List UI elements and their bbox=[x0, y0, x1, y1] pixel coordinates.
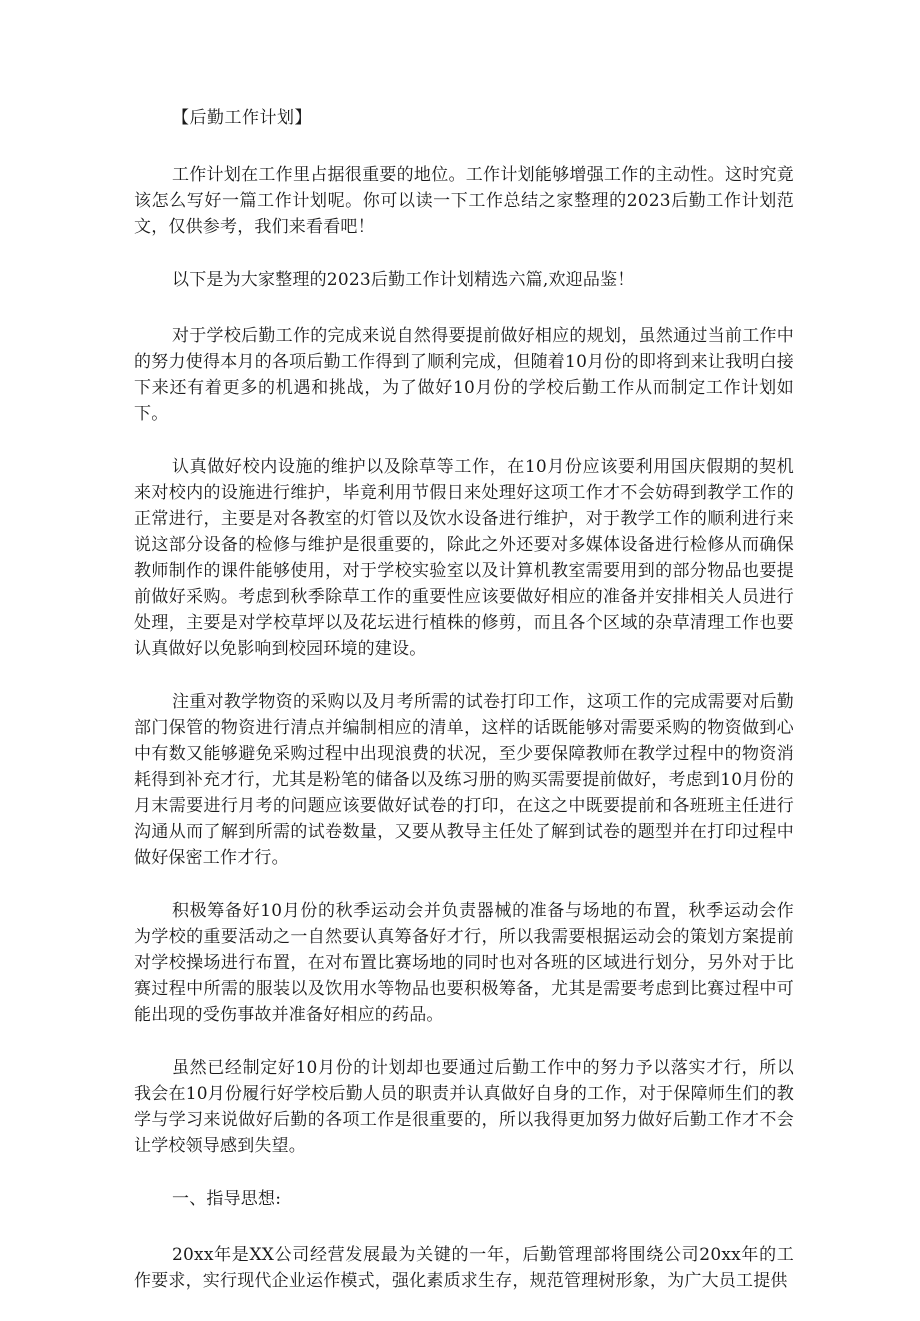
summary-paragraph: 以下是为大家整理的2023后勤工作计划精选六篇,欢迎品鉴！ bbox=[172, 270, 635, 290]
document-page bbox=[134, 104, 794, 1321]
body-paragraph: 积极筹备好10月份的秋季运动会并负责器械的准备与场地的布置，秋季运动会作为学校的重要活动之一自然要认真筹备好才行，所以我需要根据运动会的策划方案提前对学校操场进行布置，在对布置比赛场地的同时也对各班的区域进行划分，另外对于比赛过程中所需的服装以及饮用水等物品也要积极筹备，尤其是需要考虑到比赛过程中可能出现的受伤事故并准备好相应的药品。 bbox=[134, 901, 794, 1025]
body-paragraph: 认真做好校内设施的维护以及除草等工作，在10月份应该要利用国庆假期的契机来对校内的设施进行维护，毕竟利用节假日来处理好这项工作才不会妨碍到教学工作的正常进行，主要是对各教室的灯管以及饮水设备进行维护，对于教学工作的顺利进行来说这部分设备的检修与维护是很重要的，除此之外还要对多媒体设备进行检修从而确保教师制作的课件能够使用，对于学校实验室以及计算机教室需要用到的部分物品也要提前做好采购。考虑到秋季除草工作的重要性应该要做好相应的准备并安排相关人员进行处理，主要是对学校草坪以及花坛进行植株的修剪，而且各个区域的杂草清理工作也要认真做好以免影响到校园环境的建设。 bbox=[134, 457, 794, 659]
body-paragraph: 虽然已经制定好10月份的计划却也要通过后勤工作中的努力予以落实才行，所以我会在10月份履行好学校后勤人员的职责并认真做好自身的工作，对于保障师生们的教学与学习来说做好后勤的各项工作是很重要的，所以我得更加努力做好后勤工作才不会让学校领导感到失望。 bbox=[134, 1058, 794, 1156]
body-paragraph: 注重对教学物资的采购以及月考所需的试卷打印工作，这项工作的完成需要对后勤部门保管的物资进行清点并编制相应的清单，这样的话既能够对需要采购的物资做到心中有数又能够避免采购过程中出现浪费的状况，至少要保障教师在教学过程中的物资消耗得到补充才行，尤其是粉笔的储备以及练习册的购买需要提前做好，考虑到10月份的月末需要进行月考的问题应该要做好试卷的打印，在这之中既要提前和各班班主任进行沟通从而了解到所需的试卷数量，又要从教导主任处了解到试卷的题型并在打印过程中做好保密工作才行。 bbox=[134, 692, 794, 868]
document-title: 【后勤工作计划】 bbox=[172, 108, 312, 128]
section-heading: 一、指导思想: bbox=[172, 1189, 282, 1209]
intro-paragraph: 工作计划在工作里占据很重要的地位。工作计划能够增强工作的主动性。这时究竟该怎么写好一篇工作计划呢。你可以读一下工作总结之家整理的2023后勤工作计划范文，仅供参考，我们来看看吧！ bbox=[134, 165, 794, 237]
body-paragraph: 20xx年是XX公司经营发展最为关键的一年，后勤管理部将围绕公司20xx年的工作要求，实行现代企业运作模式，强化素质求生存，规范管理树形象，为广大员工提供 bbox=[134, 1245, 794, 1291]
body-paragraph: 对于学校后勤工作的完成来说自然得要提前做好相应的规划，虽然通过当前工作中的努力使得本月的各项后勤工作得到了顺利完成，但随着10月份的即将到来让我明白接下来还有着更多的机遇和挑战，为了做好10月份的学校后勤工作从而制定工作计划如下。 bbox=[134, 326, 794, 424]
